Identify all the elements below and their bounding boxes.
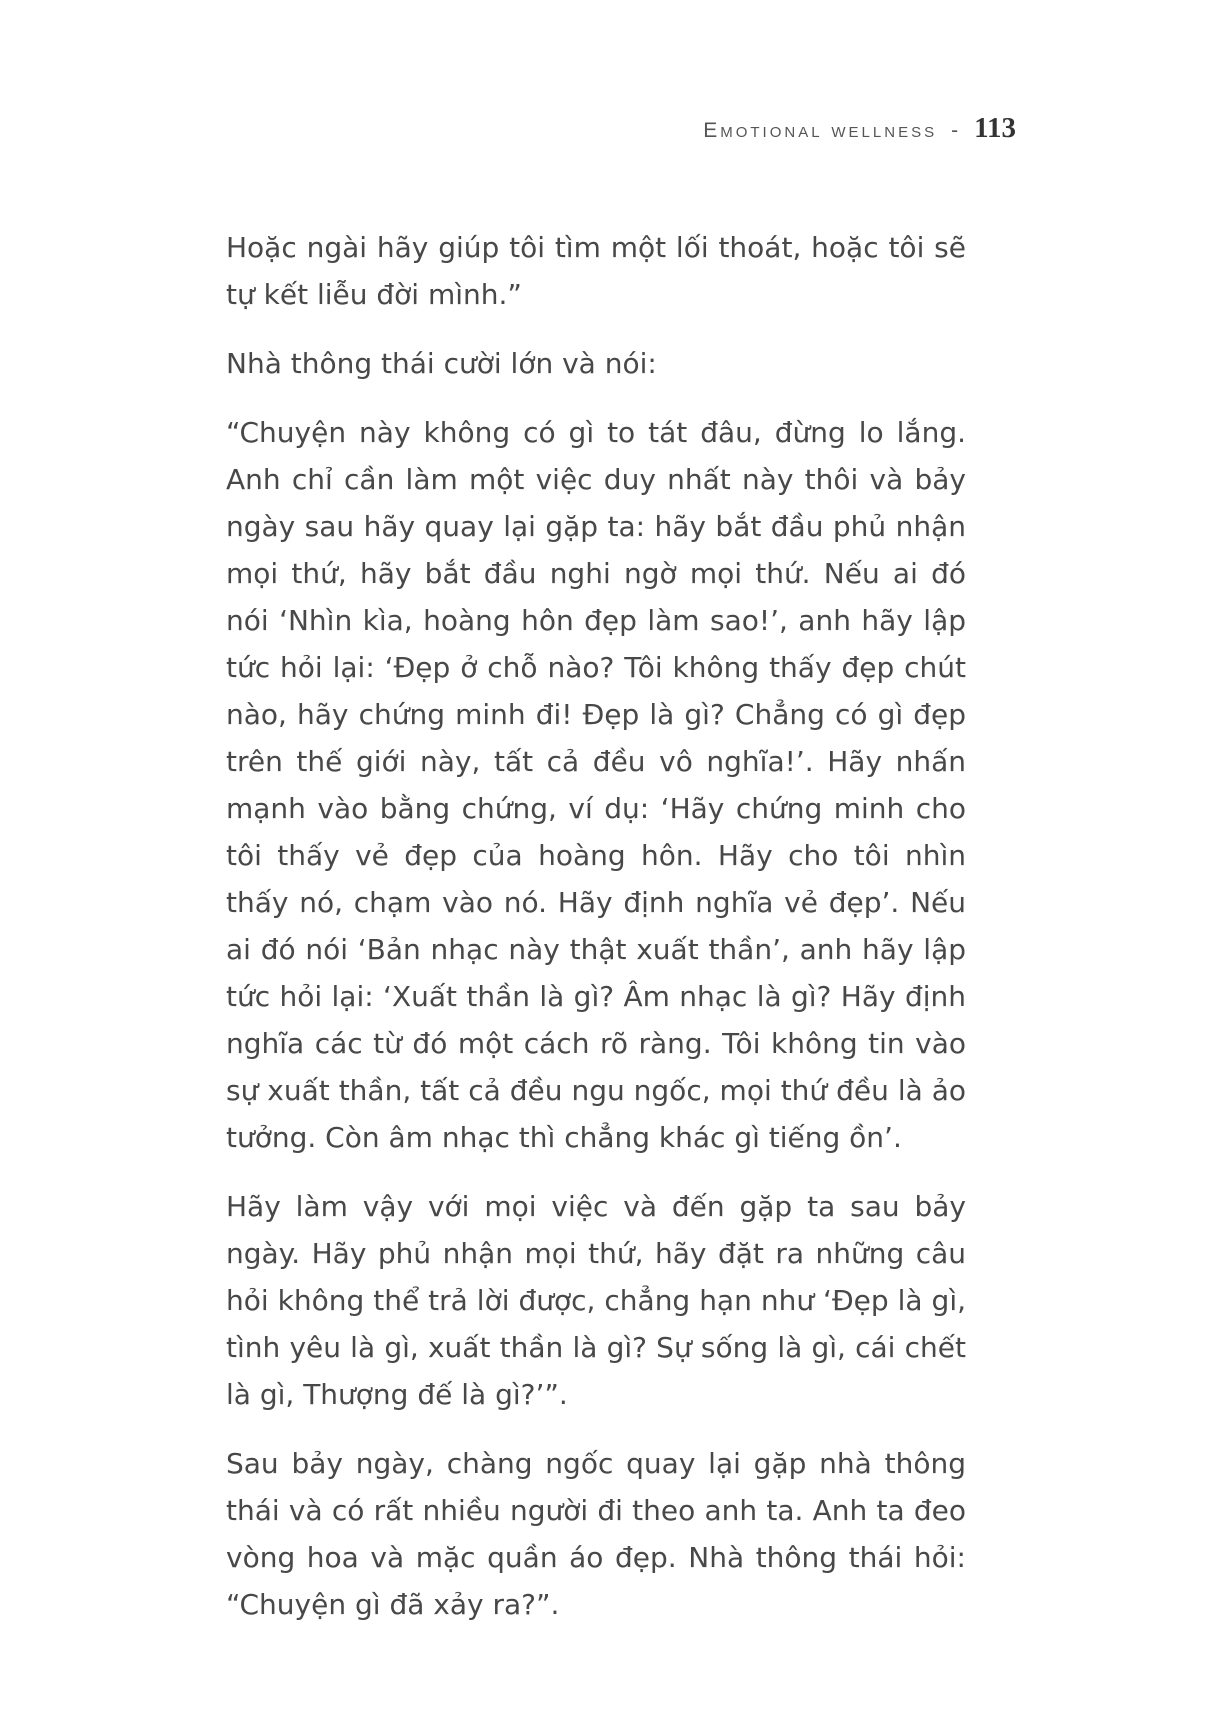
running-header-separator: - bbox=[951, 119, 959, 142]
paragraph-4: Hãy làm vậy với mọi việc và đến gặp ta sau bảy ngày. Hãy phủ nhận mọi thứ, hãy đặt ra những câu hỏi không thể trả lời được, chẳng hạn như ‘Đẹp là gì, tình yêu là gì, xuất thần là gì? Sự sống là gì, cái chết là gì, Thượng đế là gì?’”. bbox=[226, 1190, 966, 1411]
paragraph-2: Nhà thông thái cười lớn và nói: bbox=[226, 347, 657, 380]
running-header-title: Emotional wellness bbox=[703, 119, 938, 142]
running-header bbox=[703, 112, 1016, 145]
page-number: 113 bbox=[974, 112, 1016, 144]
paragraph-3: “Chuyện này không có gì to tát đâu, đừng lo lắng. Anh chỉ cần làm một việc duy nhất này thôi và bảy ngày sau hãy quay lại gặp ta: hãy bắt đầu phủ nhận mọi thứ, hãy bắt đầu nghi ngờ mọi thứ. Nếu ai đó nói ‘Nhìn kìa, hoàng hôn đẹp làm sao!’, anh hãy lập tức hỏi lại: ‘Đẹp ở chỗ nào? Tôi không thấy đẹp chút nào, hãy chứng minh đi! Đẹp là gì? Chẳng có gì đẹp trên thế giới này, tất cả đều vô nghĩa!’. Hãy nhấn mạnh vào bằng chứng, ví dụ: ‘Hãy chứng minh cho tôi thấy vẻ đẹp của hoàng hôn. Hãy cho tôi nhìn thấy nó, chạm vào nó. Hãy định nghĩa vẻ đẹp’. Nếu ai đó nói ‘Bản nhạc này thật xuất thần’, anh hãy lập tức hỏi lại: ‘Xuất thần là gì? Âm nhạc là gì? Hãy định nghĩa các từ đó một cách rõ ràng. Tôi không tin vào sự xuất thần, tất cả đều ngu ngốc, mọi thứ đều là ảo tưởng. Còn âm nhạc thì chẳng khác gì tiếng ồn’. bbox=[226, 416, 966, 1154]
paragraph-1: Hoặc ngài hãy giúp tôi tìm một lối thoát, hoặc tôi sẽ tự kết liễu đời mình.” bbox=[226, 231, 966, 311]
paragraph-5: Sau bảy ngày, chàng ngốc quay lại gặp nhà thông thái và có rất nhiều người đi theo anh ta. Anh ta đeo vòng hoa và mặc quần áo đẹp. Nhà thông thái hỏi: “Chuyện gì đã xảy ra?”. bbox=[226, 1447, 966, 1621]
body-text bbox=[226, 224, 966, 1650]
